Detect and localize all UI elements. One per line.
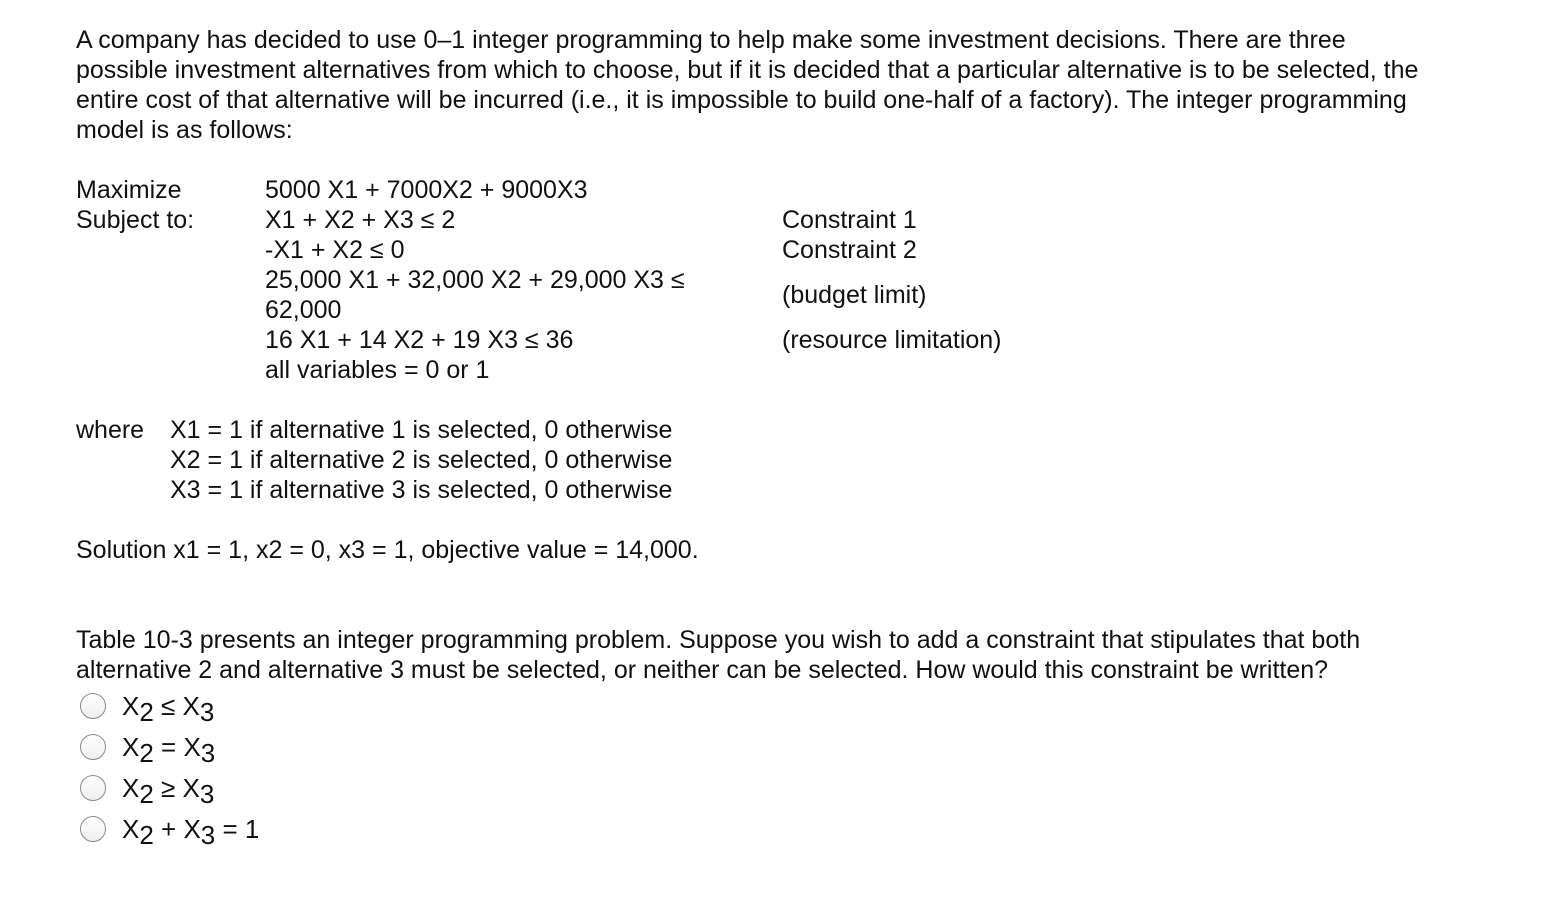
question-line: Table 10-3 presents an integer programming problem. Suppose you wish to add a constraint that stipulates that both [76,626,1361,654]
note-constraint-2: Constraint 2 [782,236,917,264]
intro-line: possible investment alternatives from which to choose, but if it is decided that a particular alternative is to be selected, the [76,56,1419,84]
option-label: $X_2 + X_3 = 1$ [122,814,260,850]
option-label: $X_2 = X_3$ [122,732,216,768]
definition-x1: X1 = 1 if alternative 1 is selected, 0 otherwise [170,416,673,444]
answer-option-4[interactable] [80,809,259,849]
option-label: $X_2 \le X_3$ [122,691,215,727]
intro-line: model is as follows: [76,116,293,144]
objective-function: 5000 X1 + 7000X2 + 9000X3 [265,176,588,204]
answer-option-2[interactable] [80,727,215,767]
binary-constraint: all variables = 0 or 1 [265,356,490,384]
answer-option-1[interactable] [80,686,214,726]
question-line: alternative 2 and alternative 3 must be selected, or neither can be selected. How would this constraint be written? [76,656,1329,684]
definition-x3: X3 = 1 if alternative 3 is selected, 0 otherwise [170,476,673,504]
radio-button[interactable] [80,775,106,801]
budget-constraint-line-1: 25,000 X1 + 32,000 X2 + 29,000 X3 ≤ [265,266,685,294]
constraint-1: X1 + X2 + X3 ≤ 2 [265,206,456,234]
radio-button[interactable] [80,816,106,842]
maximize-label: Maximize [76,176,182,204]
radio-button[interactable] [80,734,106,760]
where-label: where [76,416,145,444]
note-constraint-1: Constraint 1 [782,206,917,234]
note-budget-limit: (budget limit) [782,281,927,309]
definition-x2: X2 = 1 if alternative 2 is selected, 0 otherwise [170,446,673,474]
radio-button[interactable] [80,693,106,719]
constraint-2: -X1 + X2 ≤ 0 [265,236,405,264]
subject-to-label: Subject to: [76,206,195,234]
note-resource-limitation: (resource limitation) [782,326,1002,354]
intro-line: entire cost of that alternative will be incurred (i.e., it is impossible to build one-half of a factory). The integer programming [76,86,1407,114]
intro-line: A company has decided to use 0–1 integer programming to help make some investment decisions. There are three [76,26,1346,54]
intro-paragraph [76,25,1516,145]
budget-constraint-line-2: 62,000 [265,296,342,324]
resource-constraint: 16 X1 + 14 X2 + 19 X3 ≤ 36 [265,326,574,354]
solution-text: Solution x1 = 1, x2 = 0, x3 = 1, objective value = 14,000. [76,536,699,564]
option-label: $X_2 \ge X_3$ [122,773,215,809]
answer-option-3[interactable] [80,768,214,808]
